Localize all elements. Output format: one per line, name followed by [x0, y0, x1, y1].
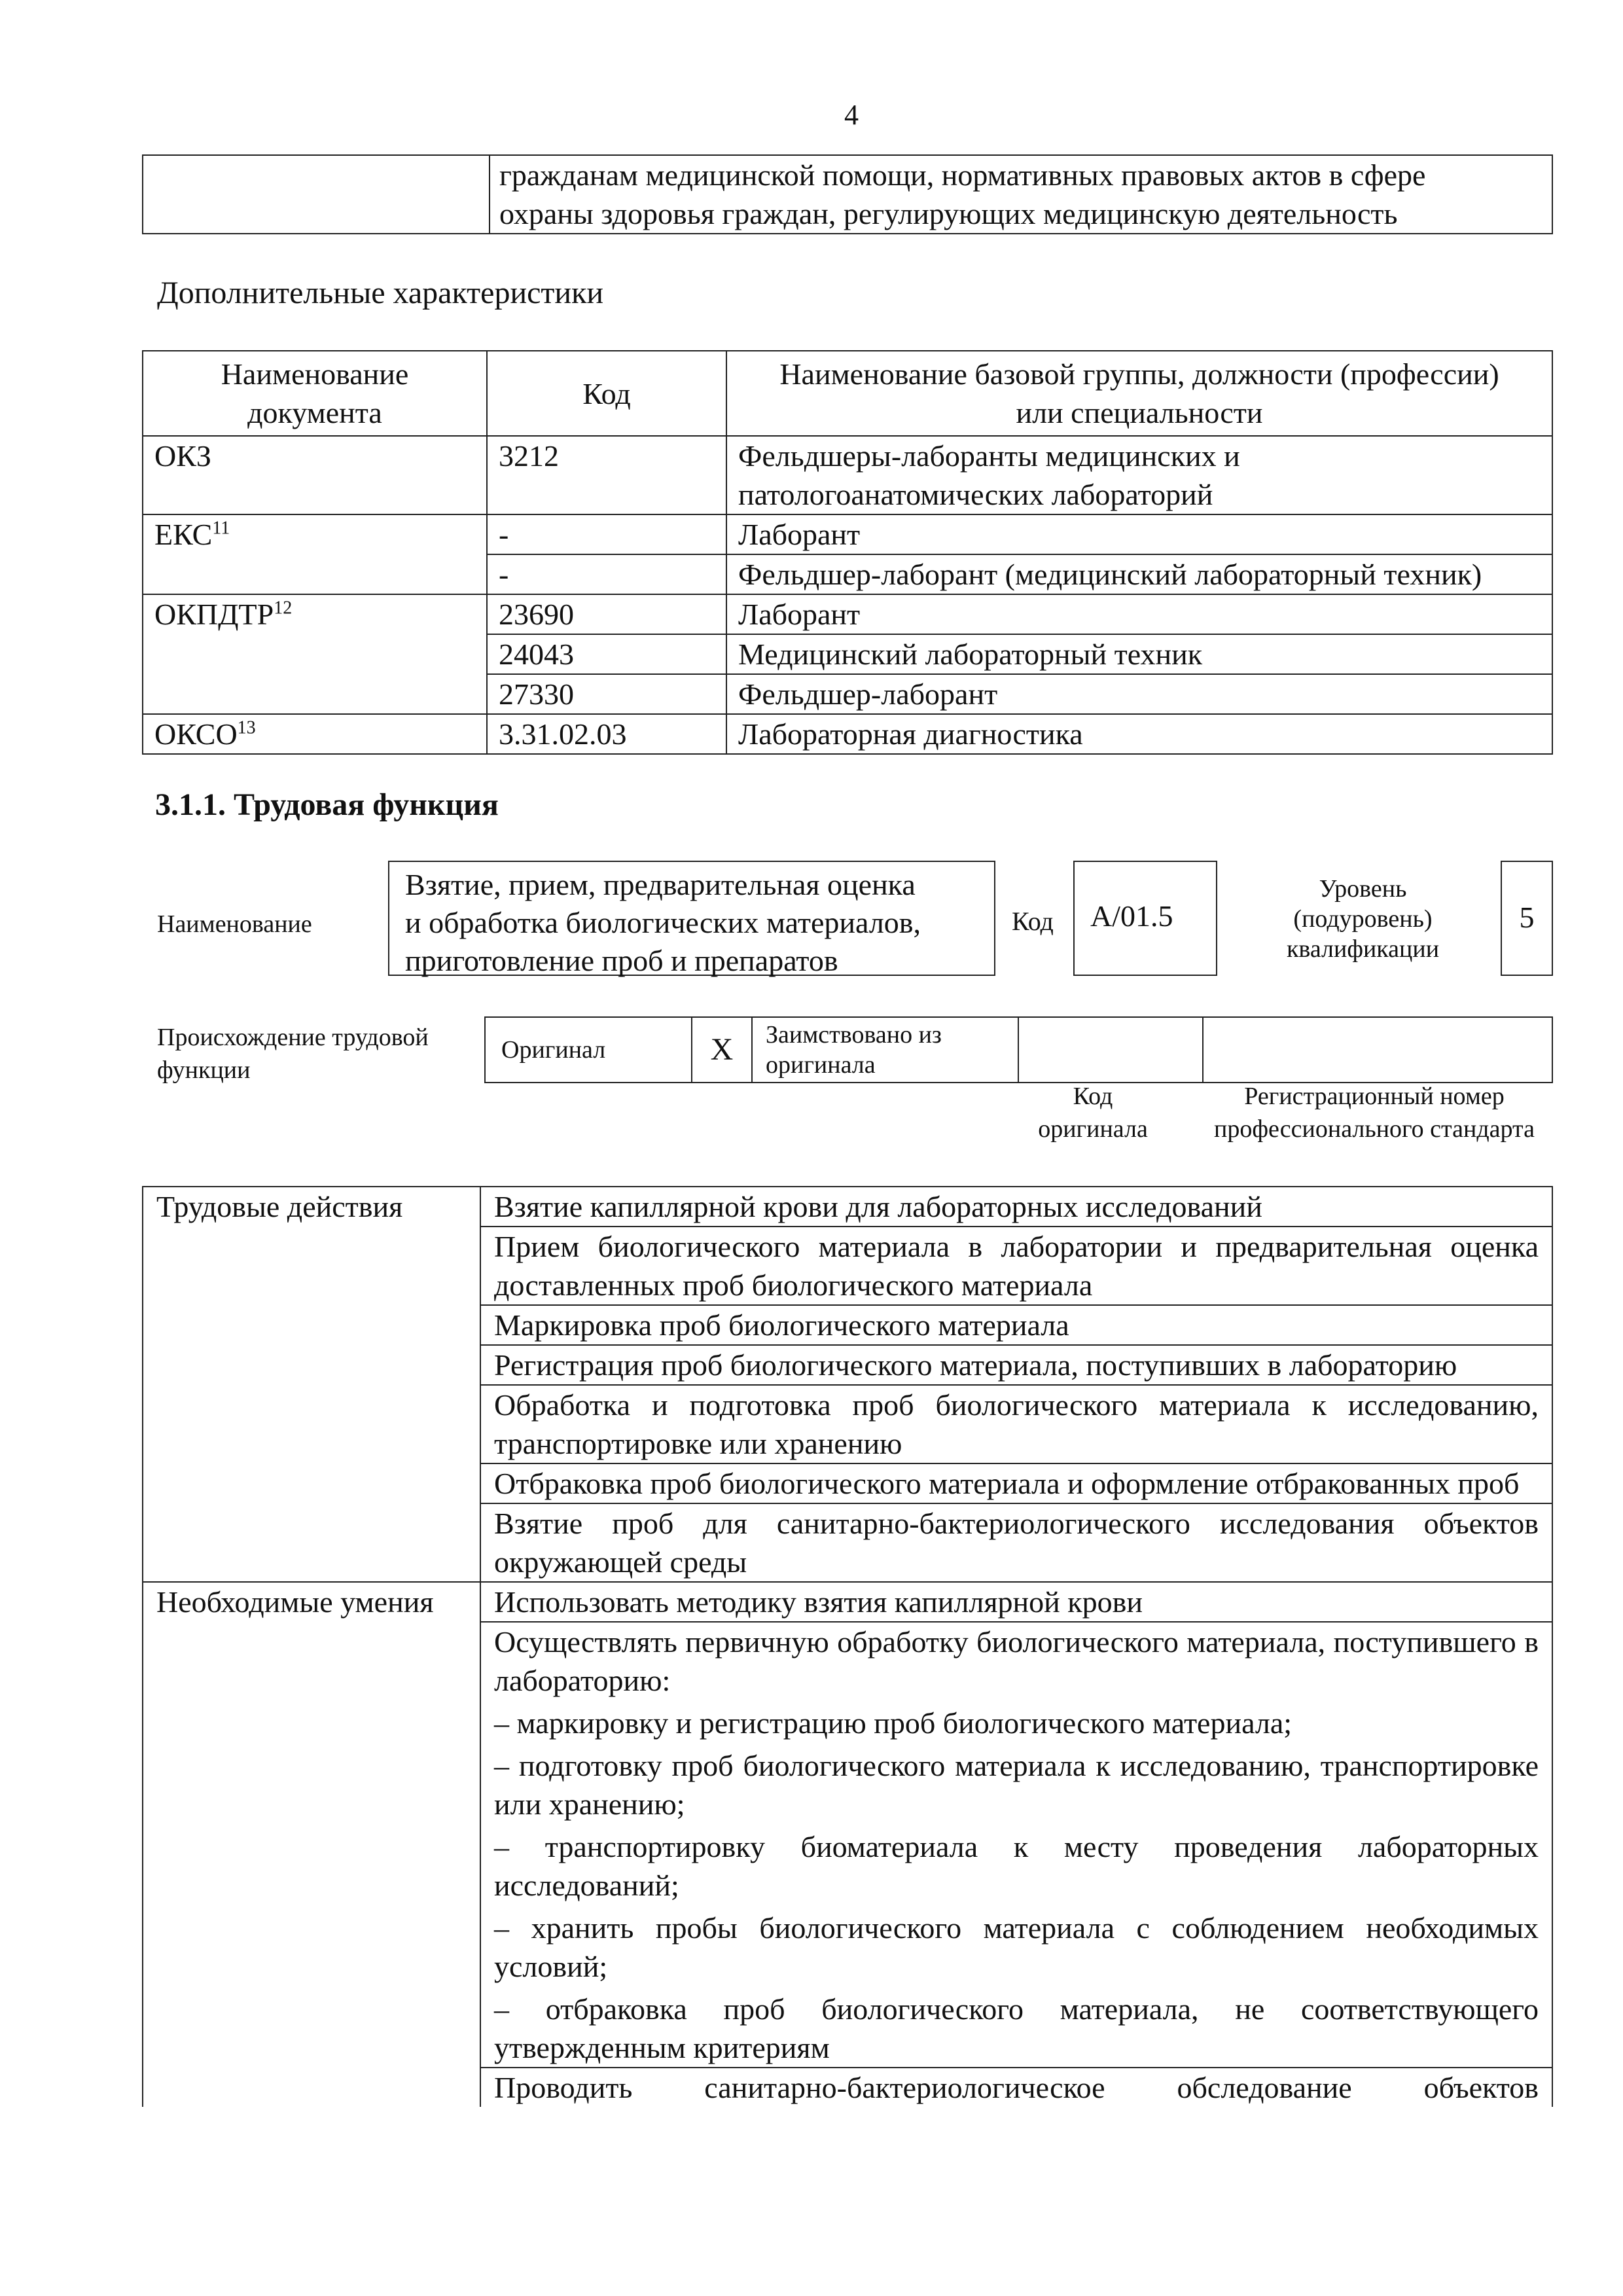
- table-header-row: [143, 351, 1552, 436]
- position-name-cell: Фельдшер-лаборант: [726, 674, 1552, 714]
- origin-label: Происхождение трудовой функции: [157, 1024, 429, 1084]
- position-name-cell: Лаборант: [726, 594, 1552, 634]
- labor-actions-table: [142, 1186, 1553, 2107]
- footnote-ref: 13: [237, 717, 256, 738]
- position-name-cell: Фельдшер-лаборант (медицинский лабораторный техник): [726, 554, 1552, 594]
- continuation-text-cell: [490, 155, 1552, 234]
- labor-action-item: Взятие капиллярной крови для лабораторных исследований: [480, 1187, 1552, 1227]
- skill-intro: Осуществлять первичную обработку биологического материала, поступившего в лабораторию:: [494, 1625, 1539, 1697]
- table-row: [143, 1582, 1552, 1622]
- footnote-ref: 12: [274, 598, 293, 619]
- labor-action-item: Взятие проб для санитарно-бактериологического исследования объектов окружающей среды: [480, 1503, 1552, 1582]
- function-name-label: Наименование: [157, 910, 312, 938]
- code-cell: 27330: [487, 674, 726, 714]
- labor-action-item: Регистрация проб биологического материала, поступивших в лабораторию: [480, 1345, 1552, 1385]
- skill-bullet: – транспортировку биоматериала к месту проведения лабораторных исследований;: [494, 1830, 1539, 1902]
- required-skills-label: Необходимые умения: [143, 1582, 480, 2107]
- table-row: [143, 714, 1552, 754]
- table-row: [143, 514, 1552, 554]
- labor-action-item: Маркировка проб биологического материала: [480, 1305, 1552, 1345]
- position-name-cell: Лабораторная диагностика: [726, 714, 1552, 754]
- skill-item: Проводить санитарно-бактериологическое обследование объектов: [480, 2068, 1552, 2107]
- origin-registration-cell: [1203, 1017, 1552, 1083]
- function-code-label: Код: [1012, 906, 1054, 936]
- doc-okz: ОКЗ: [143, 436, 487, 514]
- origin-code-cell: [1018, 1017, 1203, 1083]
- doc-eks: ЕКС$^{11}$: [143, 514, 487, 594]
- table-row: [143, 594, 1552, 634]
- skill-bullet: – подготовку проб биологического материала к исследованию, транспортировке или хранению;: [494, 1749, 1539, 1821]
- skill-bullet: – отбраковка проб биологического материала, не соответствующего утвержденным критериям: [494, 1992, 1539, 2064]
- table-row: [143, 1187, 1552, 1227]
- continuation-line-2: охраны здоровья граждан, регулирующих медицинскую деятельность: [499, 197, 1398, 230]
- skill-item: Использовать методику взятия капиллярной крови: [480, 1582, 1552, 1622]
- code-cell: -: [487, 554, 726, 594]
- header-position-name: Наименование базовой группы, должности (профессии) или специальности: [726, 351, 1552, 436]
- function-name-box: Взятие, прием, предварительная оценка и обработка биологических материалов, приготовление проб и препаратов: [388, 861, 995, 976]
- code-cell: 3.31.02.03: [487, 714, 726, 754]
- origin-code-caption: Код оригинала: [1038, 1083, 1148, 1143]
- origin-table: [484, 1016, 1553, 1083]
- function-code-box: A/01.5: [1073, 861, 1217, 976]
- origin-original-cell: Оригинал: [485, 1017, 692, 1083]
- labor-action-item: Обработка и подготовка проб биологического материала к исследованию, транспортировке или хранению: [480, 1385, 1552, 1463]
- labor-action-item: Прием биологического материала в лаборатории и предварительная оценка доставленных проб биологического материала: [480, 1227, 1552, 1305]
- skill-item: [480, 1622, 1552, 2068]
- qualification-level-box: 5: [1501, 861, 1553, 976]
- additional-characteristics-title: Дополнительные характеристики: [157, 276, 604, 310]
- origin-mark-cell: X: [692, 1017, 752, 1083]
- skill-bullet: – хранить пробы биологического материала с соблюдением необходимых условий;: [494, 1911, 1539, 1983]
- page-number: 4: [844, 99, 859, 131]
- table-row: [143, 436, 1552, 514]
- section-title: 3.1.1. Трудовая функция: [155, 787, 499, 822]
- footnote-ref: 11: [212, 518, 230, 539]
- header-code: Код: [487, 351, 726, 436]
- qualification-level-label: Уровень (подуровень) квалификации: [1286, 875, 1440, 963]
- doc-okso: ОКСО$^{13}$: [143, 714, 487, 754]
- code-cell: -: [487, 514, 726, 554]
- position-name-cell: Медицинский лабораторный техник: [726, 634, 1552, 674]
- labor-actions-label: Трудовые действия: [143, 1187, 480, 1582]
- code-cell: 3212: [487, 436, 726, 514]
- doc-okpdtr: ОКПДТР$^{12}$: [143, 594, 487, 714]
- labor-action-item: Отбраковка проб биологического материала и оформление отбракованных проб: [480, 1463, 1552, 1503]
- header-document: Наименование документа: [143, 351, 487, 436]
- continuation-line-1: гражданам медицинской помощи, нормативных правовых актов в сфере: [499, 158, 1426, 192]
- code-cell: 24043: [487, 634, 726, 674]
- position-name-cell: Фельдшеры-лаборанты медицинских и патологоанатомических лабораторий: [726, 436, 1552, 514]
- registration-number-caption: Регистрационный номер профессионального стандарта: [1214, 1083, 1535, 1143]
- code-cell: 23690: [487, 594, 726, 634]
- position-name-cell: Лаборант: [726, 514, 1552, 554]
- additional-characteristics-table: [142, 350, 1553, 755]
- origin-borrowed-cell: Заимствовано из оригинала: [752, 1017, 1018, 1083]
- skill-bullet: – маркировку и регистрацию проб биологического материала;: [494, 1706, 1293, 1740]
- continuation-empty-cell: [143, 155, 490, 234]
- continuation-table: [142, 154, 1553, 234]
